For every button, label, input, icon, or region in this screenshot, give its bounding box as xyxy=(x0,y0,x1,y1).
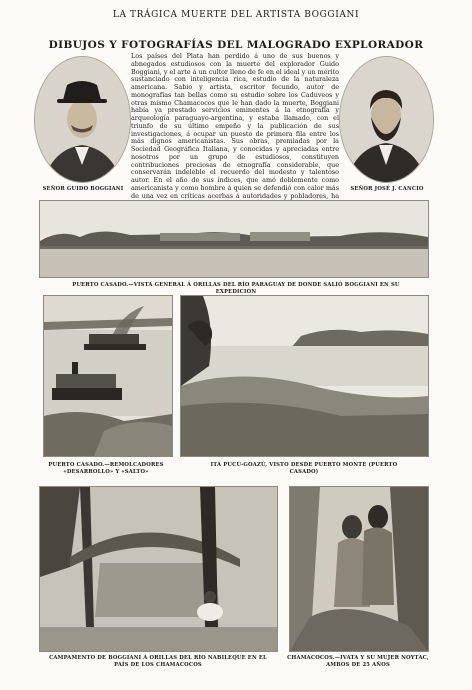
photo-tugboats xyxy=(43,295,173,457)
portrait-right-caption: SEÑOR JOSÉ J. CANCIO xyxy=(350,186,424,192)
chamacocos-caption: CHAMACOCOS.—IVATA Y SU MUJER NOYTAC, AMBOS DE 25 AÑOS xyxy=(287,655,429,669)
photo-ita-pucu-goazu xyxy=(180,295,429,457)
portrait-jose-cancio xyxy=(339,56,434,183)
page-headline: DIBUJOS Y FOTOGRAFÍAS DEL MALOGRADO EXPLORADOR xyxy=(48,39,424,51)
photo-boggiani-camp xyxy=(39,486,278,652)
panorama-caption: PUERTO CASADO.—VISTA GENERAL Á ORILLAS DEL RÍO PARAGUAY DE DONDE SALIÓ BOGGIANI EN SU EXPEDICIÓN xyxy=(72,282,400,296)
river-caption: ITÁ PUCÚ-GOAZÚ, VISTO DESDE PUERTO MONTE (PUERTO CASADO) xyxy=(210,462,398,476)
tugboats-caption: PUERTO CASADO.—REMOLCADORES «DESARROLLO» Y «SALTO» xyxy=(48,462,164,476)
portrait-guido-boggiani xyxy=(34,56,131,183)
portrait-left-caption: SEÑOR GUIDO BOGGIANI xyxy=(42,186,124,192)
photo-chamacocos xyxy=(289,486,429,652)
photo-puerto-casado-panorama xyxy=(39,200,429,278)
page-kicker: LA TRÁGICA MUERTE DEL ARTISTA BOGGIANI xyxy=(112,10,360,20)
article-body: Los países del Plata han perdido á uno de sus buenos y abnegados estudiosos con la muerte del explorador Guido Boggiani, y el arte á un cultor lleno de fe en el ideal y un mérito sustanciado con inteligencia rica, estudio de la naturaleza americana. Sabio y artista, escritor fecundo, autor de monografías tan bellas como su estudio sobre los Caduveos y otras mismo Chamacocos que le han dado la muerte, Boggiani había ya prestado servicios eminentes á la etnografía y arqueología paraguayo-argentina, y estaba llamado, con el triunfo de su último empeño y la publicación de sus investigaciones, á ocupar un puesto de primera fila entre los más dignos americanistas. Sus obras, premiadas por la Sociedad Geográfica Italiana, y conocidas y apreciadas entre nosotros por un grupo de estudiosos, constituyen contribuciones preciosas de etnografía considerable, que conservarán indeleble el recuerdo del modesto y talentoso autor. En el año de sus índices, que amó doblemente como americanista y como hombre á quien se defendió con calor más de una vez en críticas acerbas á autoridades y pobladores, ha xyxy=(131,52,339,200)
camp-caption: CAMPAMENTO DE BOGGIANI Á ORILLAS DEL RÍO NABILEQUE EN EL PAÍS DE LOS CHAMACOCOS xyxy=(49,655,267,669)
